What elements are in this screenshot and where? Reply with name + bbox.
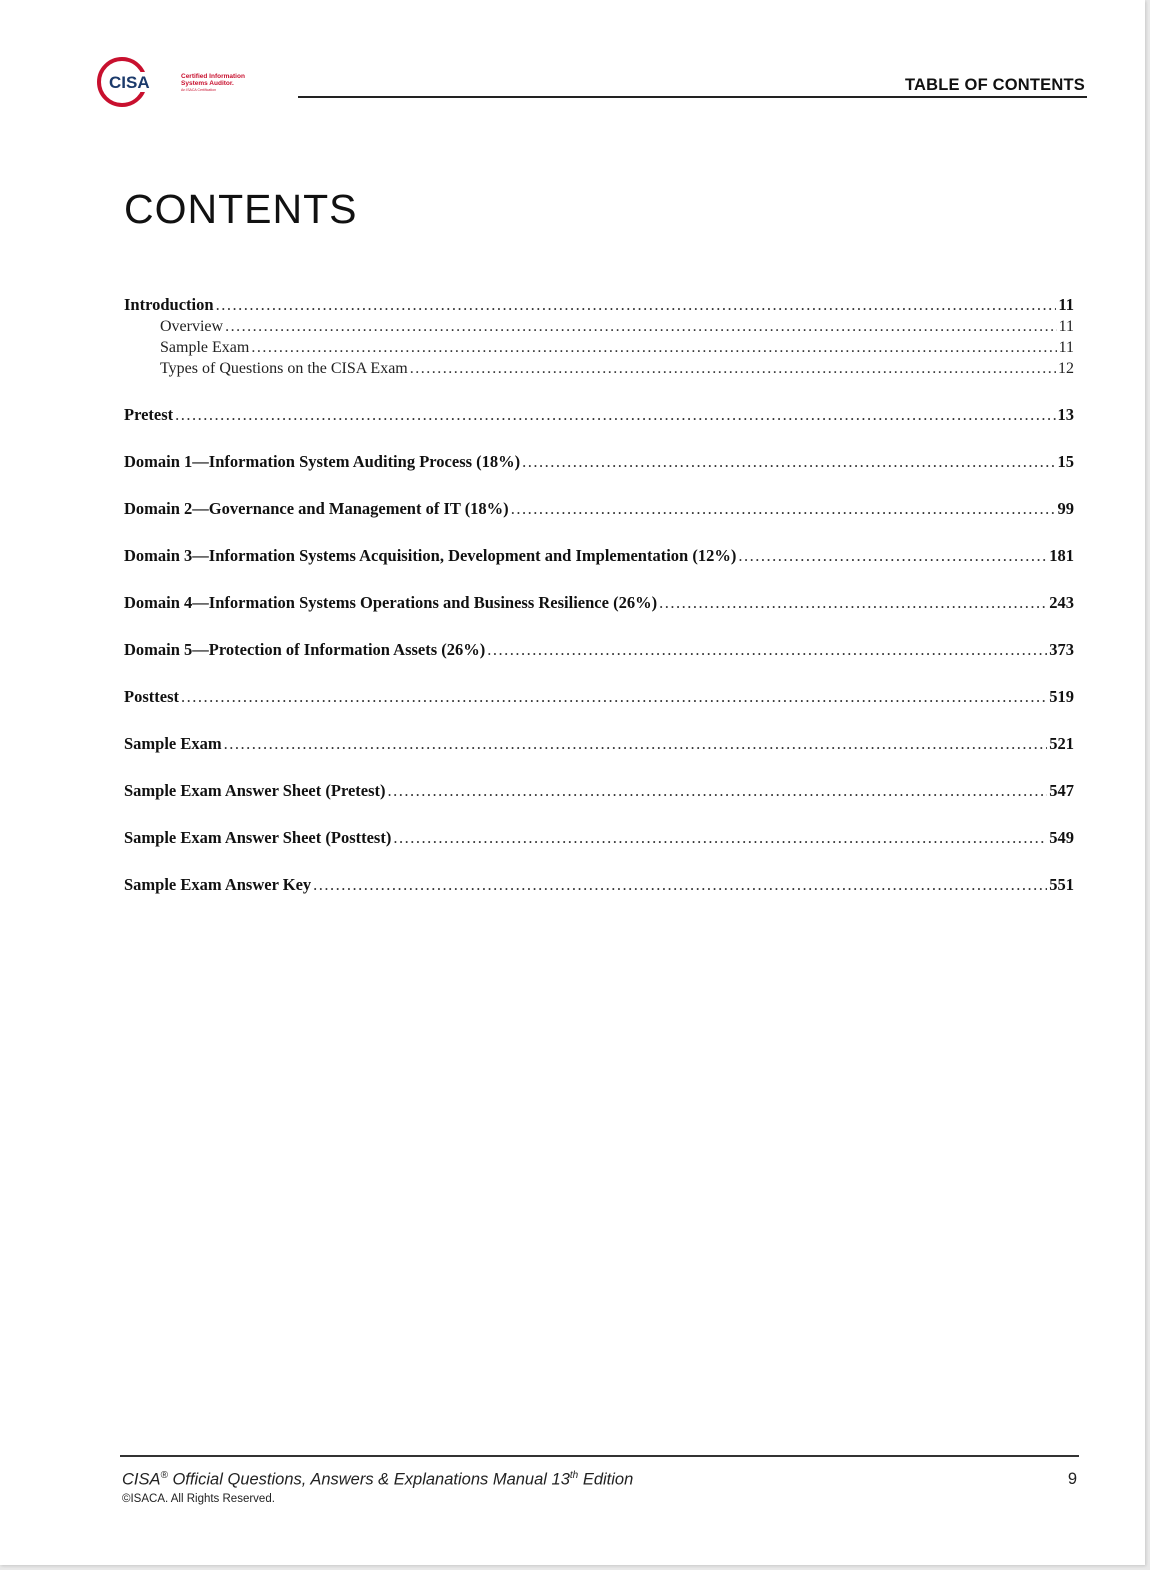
toc-leader-dots xyxy=(175,404,1055,426)
toc-leader-dots xyxy=(251,337,1056,358)
toc-entry-page: 13 xyxy=(1057,405,1074,424)
footer-divider xyxy=(120,1455,1079,1457)
toc-leader-dots xyxy=(181,686,1047,708)
toc-entry xyxy=(124,545,1074,567)
toc-entry-label: Sample Exam xyxy=(160,339,250,356)
toc-leader-dots xyxy=(511,498,1056,520)
toc-entry-label: Sample Exam Answer Key xyxy=(124,875,312,894)
toc-entry-page: 243 xyxy=(1049,593,1074,612)
toc-entry-label: Domain 3—Information Systems Acquisition, Development and Implementation (12%) xyxy=(124,546,737,565)
toc-entry xyxy=(124,874,1074,896)
toc-entry-page: 373 xyxy=(1049,640,1074,659)
toc-entry-page: 11 xyxy=(1058,339,1074,356)
toc-entry-page: 547 xyxy=(1049,781,1074,800)
toc-entry-page: 519 xyxy=(1049,687,1074,706)
toc-entry xyxy=(124,592,1074,614)
toc-leader-dots xyxy=(393,827,1047,849)
toc-subentry xyxy=(124,316,1074,337)
toc-entry-label: Posttest xyxy=(124,687,179,706)
footer-title-suffix: Edition xyxy=(578,1470,634,1489)
toc-entry-label: Domain 2—Governance and Management of IT (18%) xyxy=(124,499,509,518)
toc-leader-dots xyxy=(738,545,1047,567)
toc-entry-label: Sample Exam Answer Sheet (Pretest) xyxy=(124,781,386,800)
toc-entry-label: Sample Exam Answer Sheet (Posttest) xyxy=(124,828,392,847)
toc-entry xyxy=(124,733,1074,755)
page-title: CONTENTS xyxy=(124,186,358,232)
toc-entry-label: Domain 1—Information System Auditing Process (18%) xyxy=(124,452,521,471)
edition-superscript: th xyxy=(569,1470,579,1481)
toc-entry-label: Overview xyxy=(160,318,224,335)
toc-entry-page: 15 xyxy=(1057,452,1074,471)
toc-entry xyxy=(124,686,1074,708)
toc-entry-page: 521 xyxy=(1049,734,1074,753)
footer-copyright: ©ISACA. All Rights Reserved. xyxy=(122,1493,275,1505)
toc-entry-label: Domain 4—Information Systems Operations and Business Resilience (26%) xyxy=(124,593,658,612)
table-of-contents xyxy=(124,294,1074,896)
footer-title-prefix: CISA xyxy=(122,1470,161,1489)
toc-leader-dots xyxy=(388,780,1048,802)
footer-title-main: Official Questions, Answers & Explanations Manual 13 xyxy=(167,1470,570,1489)
toc-entry xyxy=(124,404,1074,426)
toc-leader-dots xyxy=(225,316,1057,337)
toc-entry xyxy=(124,451,1074,473)
toc-entry xyxy=(124,498,1074,520)
logo-tagline-2: Systems Auditor. xyxy=(181,80,234,87)
toc-subentry xyxy=(124,358,1074,379)
toc-leader-dots xyxy=(487,639,1047,661)
header-divider xyxy=(298,96,1087,98)
running-header-title: TABLE OF CONTENTS xyxy=(904,76,1085,94)
toc-leader-dots xyxy=(216,294,1057,316)
toc-entry xyxy=(124,294,1074,316)
toc-subentry xyxy=(124,337,1074,358)
toc-entry-label: Sample Exam xyxy=(124,734,222,753)
page-number: 9 xyxy=(1067,1470,1077,1488)
toc-leader-dots xyxy=(659,592,1047,614)
toc-entry-page: 551 xyxy=(1049,875,1074,894)
toc-entry-page: 181 xyxy=(1049,546,1074,565)
registered-mark: ® xyxy=(160,1470,168,1481)
toc-entry-page: 99 xyxy=(1057,499,1074,518)
cisa-logo xyxy=(96,56,256,108)
toc-entry-label: Domain 5—Protection of Information Assets (26%) xyxy=(124,640,486,659)
toc-leader-dots xyxy=(224,733,1048,755)
logo-tagline-3: An ISACA Certification xyxy=(181,88,217,92)
toc-entry-page: 549 xyxy=(1049,828,1074,847)
toc-entry-label: Introduction xyxy=(124,295,214,314)
toc-entry xyxy=(124,639,1074,661)
toc-entry-label: Types of Questions on the CISA Exam xyxy=(160,360,408,377)
toc-leader-dots xyxy=(522,451,1055,473)
cisa-logo-mark xyxy=(96,56,180,108)
toc-entry-label: Pretest xyxy=(124,405,174,424)
footer-book-title xyxy=(122,1470,633,1490)
logo-tagline-1: Certified Information xyxy=(181,73,245,80)
toc-entry-page: 11 xyxy=(1058,318,1074,335)
toc-entry xyxy=(124,780,1074,802)
toc-leader-dots xyxy=(313,874,1047,896)
logo-wordmark: CISA xyxy=(109,73,150,92)
toc-entry-page: 12 xyxy=(1058,360,1074,377)
toc-leader-dots xyxy=(410,358,1056,379)
toc-entry xyxy=(124,827,1074,849)
toc-entry-page: 11 xyxy=(1058,295,1074,314)
